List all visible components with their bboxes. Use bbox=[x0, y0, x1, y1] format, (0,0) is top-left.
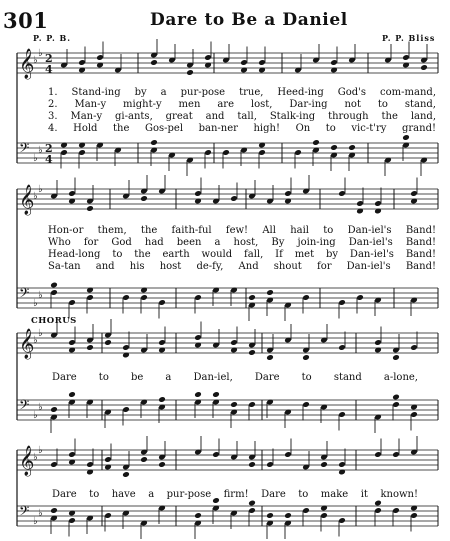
chorus-line-2: Dare to have a pur-pose firm! Dare to make it known! bbox=[52, 489, 418, 500]
chorus-label: CHORUS bbox=[31, 316, 77, 326]
chorus-line-1: Dare to be a Dan-iel, Dare to stand a-lone, bbox=[52, 372, 418, 383]
note-head bbox=[68, 391, 76, 398]
hymn-title: Dare to Be a Daniel bbox=[150, 10, 348, 30]
verse-4-line-2: Sa-tan and his host de-fy, And shout for Dan-iel's Band! bbox=[48, 261, 436, 272]
verse-4-line-1: 4. Hold the Gos-pel ban-ner high! On to vic-t'ry grand! bbox=[48, 123, 436, 134]
time-signature-top: 2 bbox=[45, 52, 53, 65]
flat-icon: ♭ bbox=[33, 452, 38, 463]
note-head bbox=[194, 512, 202, 519]
bass-clef-icon: 𝄢 bbox=[19, 285, 30, 304]
flat-icon: ♭ bbox=[33, 410, 38, 421]
flat-icon: ♭ bbox=[33, 298, 38, 309]
flat-icon: ♭ bbox=[38, 402, 43, 413]
flat-icon: ♭ bbox=[33, 191, 38, 202]
bass-clef-icon: 𝄢 bbox=[19, 397, 30, 416]
verse-2-line-1: 2. Man-y might-y men are lost, Dar-ing not to stand, bbox=[48, 99, 436, 110]
treble-clef-icon: 𝄞 bbox=[19, 185, 35, 215]
verse-1-line-1: 1. Stand-ing by a pur-pose true, Heed-ing God's com-mand, bbox=[48, 87, 436, 98]
treble-clef-icon: 𝄞 bbox=[19, 329, 35, 359]
flat-icon: ♭ bbox=[33, 55, 38, 66]
note-head bbox=[50, 406, 58, 413]
note-head bbox=[212, 391, 220, 398]
treble-clef-icon: 𝄞 bbox=[19, 49, 35, 79]
note-head bbox=[86, 344, 94, 351]
bass-clef-icon: 𝄢 bbox=[19, 503, 30, 522]
flat-icon: ♭ bbox=[38, 184, 43, 195]
bass-clef-icon: 𝄢 bbox=[19, 140, 30, 159]
note-head bbox=[86, 205, 94, 212]
verse-3-line-1: 3. Man-y gi-ants, great and tall, Stalk-ing through the land, bbox=[48, 111, 436, 122]
flat-icon: ♭ bbox=[38, 445, 43, 456]
note-head bbox=[158, 396, 166, 403]
note-head bbox=[302, 354, 310, 361]
note-head bbox=[402, 134, 410, 141]
note-head bbox=[194, 391, 202, 398]
flat-icon: ♭ bbox=[38, 508, 43, 519]
note-head bbox=[330, 144, 338, 151]
time-signature-bottom: 4 bbox=[45, 153, 53, 166]
note-head bbox=[104, 339, 112, 346]
note-head bbox=[186, 69, 194, 76]
note-head bbox=[248, 461, 256, 468]
note-head bbox=[248, 294, 256, 301]
treble-clef-icon: 𝄞 bbox=[19, 446, 35, 476]
note-head bbox=[284, 512, 292, 519]
words-credit: P. P. B. bbox=[33, 33, 72, 43]
note-head bbox=[312, 139, 320, 146]
note-head bbox=[150, 139, 158, 146]
note-head bbox=[158, 461, 166, 468]
note-head bbox=[248, 349, 256, 356]
note-head bbox=[348, 144, 356, 151]
flat-icon: ♭ bbox=[38, 145, 43, 156]
note-head bbox=[320, 461, 328, 468]
verse-1-line-2: Hon-or them, the faith-ful few! All hail to Dan-iel's Band! bbox=[48, 225, 436, 236]
note-head bbox=[140, 195, 148, 202]
flat-icon: ♭ bbox=[38, 48, 43, 59]
note-head bbox=[266, 289, 274, 296]
music-credit: P. P. Bliss bbox=[382, 33, 436, 43]
note-head bbox=[50, 507, 58, 514]
hymn-number: 301 bbox=[3, 8, 49, 33]
verse-2-line-2: Who for God had been a host, By join-ing Dan-iel's Band! bbox=[48, 237, 436, 248]
note-head bbox=[50, 282, 58, 289]
flat-icon: ♭ bbox=[33, 335, 38, 346]
note-head bbox=[122, 471, 130, 478]
note-head bbox=[266, 354, 274, 361]
note-head bbox=[140, 456, 148, 463]
note-head bbox=[392, 394, 400, 401]
note-head bbox=[266, 512, 274, 519]
flat-icon: ♭ bbox=[38, 290, 43, 301]
verse-3-line-2: Head-long to the earth would fall, If met by Dan-iel's Band! bbox=[48, 249, 436, 260]
time-signature-bottom: 4 bbox=[45, 63, 53, 76]
note-head bbox=[230, 401, 238, 408]
flat-icon: ♭ bbox=[33, 516, 38, 527]
note-head bbox=[392, 354, 400, 361]
flat-icon: ♭ bbox=[33, 153, 38, 164]
flat-icon: ♭ bbox=[38, 328, 43, 339]
time-signature-top: 2 bbox=[45, 142, 53, 155]
note-head bbox=[420, 64, 428, 71]
note-head bbox=[150, 59, 158, 66]
